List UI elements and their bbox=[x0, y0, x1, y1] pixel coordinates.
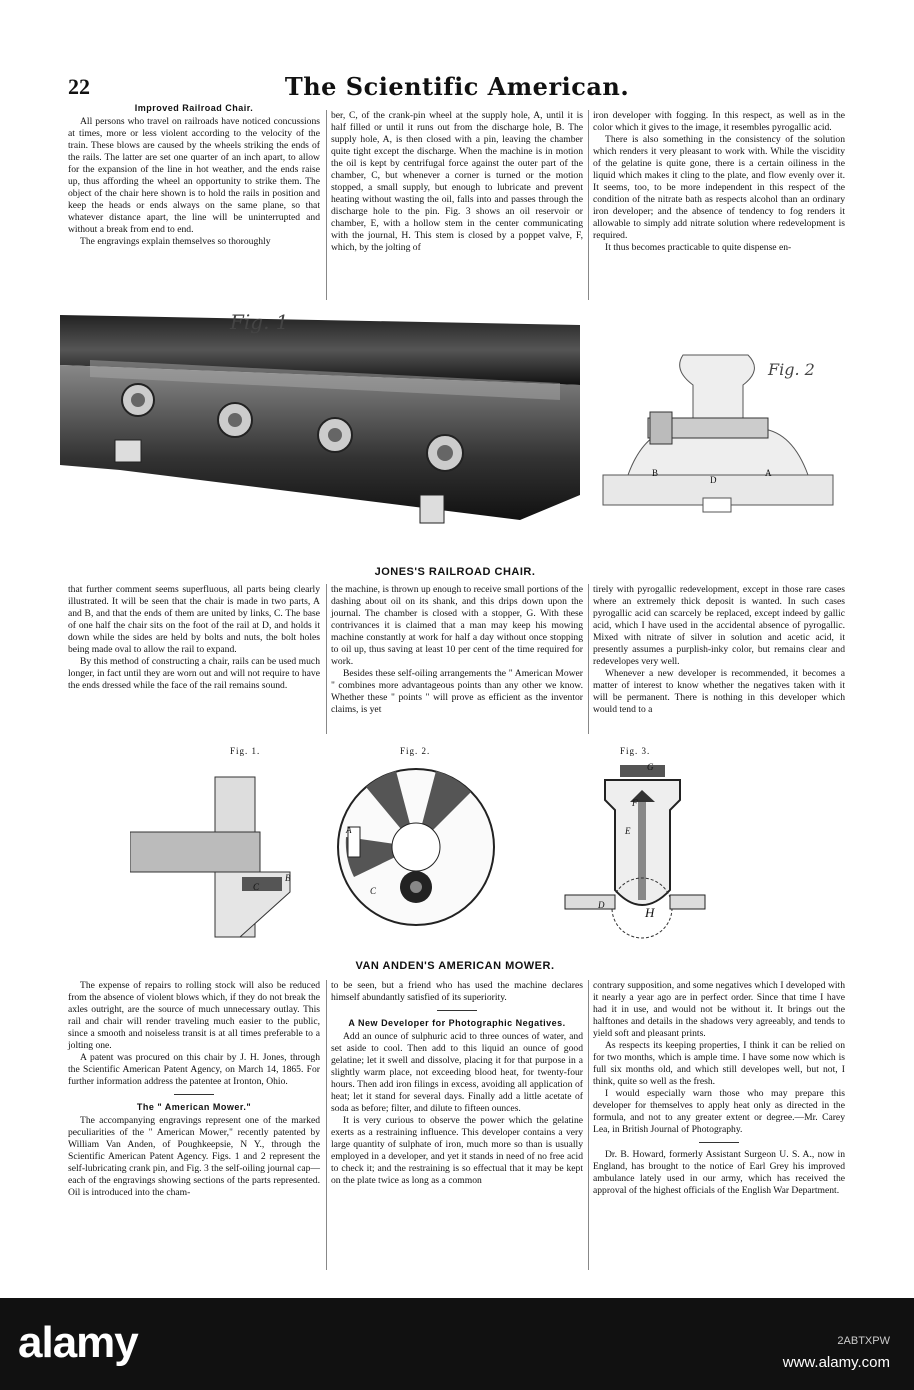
column-1-top bbox=[68, 100, 320, 248]
paragraph: The accompanying engravings represent one of the marked peculiarities of the " American Mower," recently patented by William Van Anden, of Poughkeepsie, N Y., through the Scientific American Patent Agency. Figs. 1 and 2 represent the self-lubricating crank pin, and Fig. 3 the self-oiling journal cap—each of the engravings showing sections of the parts represented. Oil is introduced into the cham- bbox=[68, 1115, 320, 1198]
fig-2-letter-d: D bbox=[710, 475, 718, 485]
column-2-mid bbox=[331, 584, 583, 716]
column-2-bottom bbox=[331, 980, 583, 1187]
paragraph: The engravings explain themselves so thoroughly bbox=[80, 236, 271, 247]
column-rule bbox=[326, 980, 327, 1270]
paragraph: As respects its keeping properties, I think it can be relied on for two months, which is ample time. I have some now which is full six months old, and which still developes well, but not, I think, quite so well as the fresh. bbox=[593, 1040, 845, 1087]
article-heading-photographic-developer: A New Developer for Photographic Negatives. bbox=[348, 1018, 566, 1028]
mower-fig-3-letter-g: G bbox=[647, 762, 655, 772]
paragraph: A patent was procured on this chair by J. H. Jones, through the Scientific American Patent Agency, on March 14, 1865. For further information address the patentee at Ironton, Ohio. bbox=[68, 1052, 320, 1087]
mower-fig-1-letter-c: C bbox=[253, 882, 261, 892]
column-rule bbox=[326, 110, 327, 300]
fig-2-label: Fig. 2 bbox=[768, 360, 815, 379]
mower-fig-3-letter-f: F bbox=[632, 798, 639, 808]
crank-wheel-section bbox=[336, 757, 496, 937]
paragraph: that further comment seems superfluous, all parts being clearly illustrated. It will be seen that the chair is made in two parts, A and B, and that the ends of them are united by links, C. The base of one half the chair sits on the foot of the rail at D, and holds it down while the sides are held by bolts and nuts, the bolt holes being made oval to allow the rail to expand. bbox=[68, 584, 320, 655]
paragraph: tirely with pyrogallic redevelopment, except in those rare cases where an extremely thick deposit is wanted. In such cases pyrogallic acid can scarcely be replaced, except indeed by gallic acid, which I have used in the accidental absence of pyrogallic. Mixed with nitrate of silver in solution and acetic acid, it presently assumes a purplish-inky color, but remains clear and redevelopes very well. bbox=[593, 584, 845, 667]
column-rule bbox=[326, 584, 327, 734]
watermark-url: www.alamy.com bbox=[782, 1354, 890, 1371]
paragraph: It is very curious to observe the power which the gelatine exerts as a restraining influence. This developer contains a very large quantity of sulphate of iron, much more so than is usually employed in a developer, and yet it stands in need of no free acid to check it; and the restraining is so effectual that it may be kept on the plate twice as long as a common bbox=[331, 1115, 583, 1186]
column-rule bbox=[588, 110, 589, 300]
fig-2-letter-b: B bbox=[652, 468, 660, 478]
column-2-top bbox=[331, 110, 583, 254]
column-rule bbox=[588, 584, 589, 734]
watermark-image-code: 2ABTXPW bbox=[837, 1335, 890, 1347]
caption-american-mower: VAN ANDEN'S AMERICAN MOWER. bbox=[355, 960, 555, 972]
paragraph: Add an ounce of sulphuric acid to three ounces of water, and set aside to cool. Then add to this liquid an ounce of good gelatine; let it swell and dissolve, placing it for that purpose in a slightly warm place, not exceeding blood heat, for twenty-four hours. Then add iron filings in excess, avoiding all application of heat; let it stand for several days. Finally add a little acetate of soda as before; filter, and dilute to fifteen ounces. bbox=[331, 1031, 583, 1114]
column-3-mid bbox=[593, 584, 845, 716]
paragraph: I would especially warn those who may prepare this developer for themselves to apply heat only as directed in the formula, and not to any greater extent or degree.—Mr. Carey Lea, in British Journal of Photography. bbox=[593, 1088, 845, 1135]
paragraph: ber, C, of the crank-pin wheel at the supply hole, A, until it is half filled or until it runs out from the discharge hole, B. The supply hole, A, is then closed with a pin, leaving the chamber quite tight except the discharge. When the machine is in motion the oil is kept by centrifugal force against the outer part of the chamber, C, but whenever a corner is turned or the motion stopped, a small supply, but enough to lubricate and prevent heating without wasting the oil, falls into and passes through the discharge hole to the pin. Fig. 3 shows an oil reservoir or chamber, E, with a hollow stem in the center communicating with the journal, H. This stem is closed by a poppet valve, F, which, by the jolting of bbox=[331, 110, 583, 253]
column-1-mid bbox=[68, 584, 320, 692]
watermark-brand: alamy bbox=[18, 1318, 138, 1367]
section-divider bbox=[437, 1010, 477, 1011]
mower-fig-3-letter-h: H bbox=[645, 905, 656, 920]
mower-fig-1-label: Fig. 1. bbox=[230, 746, 261, 756]
column-1-bottom bbox=[68, 980, 320, 1199]
mower-fig-2-letter-c: C bbox=[370, 886, 378, 896]
mower-fig-2-label: Fig. 2. bbox=[400, 746, 431, 756]
masthead: The Scientific American. bbox=[284, 72, 630, 101]
section-divider bbox=[174, 1094, 214, 1095]
fig-2-letter-a: A bbox=[765, 468, 773, 478]
crank-pin-section bbox=[130, 762, 320, 947]
column-rule bbox=[588, 980, 589, 1270]
paragraph: iron developer with fogging. In this respect, as well as in the color which it gives to the image, it resembles pyrogallic acid. bbox=[593, 110, 845, 133]
article-heading-american-mower: The " American Mower." bbox=[136, 1102, 252, 1112]
paragraph: the machine, is thrown up enough to receive small portions of the dashing about oil on its shank, and this drips down upon the journal. The chamber is closed with a stopper, G. With these contrivances it is claimed that a man may keep his mowing machine constantly at work for half a day without once stopping to oil up, thus saving at least 10 per cent of the time required for work. bbox=[331, 584, 583, 667]
paragraph: Besides these self-oiling arrangements the " American Mower " combines more advantageous points than any other we know. Whether these " points " will prove as efficient as the inventor claims, is yet bbox=[331, 668, 583, 715]
caption-railroad-chair: JONES'S RAILROAD CHAIR. bbox=[374, 566, 536, 578]
paragraph: to be seen, but a friend who has used the machine declares himself abundantly satisfied of its superiority. bbox=[331, 980, 583, 1003]
paragraph: By this method of constructing a chair, rails can be used much longer, in fact until they are worn out and will not require to have the ends dressed while the face of the rail remains sound. bbox=[68, 656, 320, 691]
mower-fig-3-label: Fig. 3. bbox=[620, 746, 651, 756]
mower-fig-3-letter-e: E bbox=[625, 826, 632, 836]
paragraph: Whenever a new developer is recommended, it becomes a matter of interest to know whether the negatives taken with it will be permanent. There is nothing in this developer which would tend to a bbox=[593, 668, 845, 715]
paragraph: It thus becomes practicable to quite dispense en- bbox=[605, 242, 792, 253]
paragraph: Dr. B. Howard, formerly Assistant Surgeon U. S. A., now in England, has brought to the notice of Earl Grey his improved ambulance lately used in our army, which has received the approval of the highest officials of the English War Department. bbox=[593, 1149, 845, 1196]
column-3-top bbox=[593, 110, 845, 254]
paragraph: All persons who travel on railroads have noticed concussions at times, more or less violent according to the velocity of the train. These blows are caused by the wheels striking the ends of the rails. The latter are set one quarter of an inch apart, to allow for the expansion of the line in hot weather, and the ends raise up, thus affording the wheel an opportunity to strike them. The object of the chair here shown is to hold the rails in position and keep the heads or ends always on the same plane, so that whatever distance apart, the line will be uninterrupted and without a break from end to end. bbox=[68, 116, 320, 235]
paragraph: contrary supposition, and some negatives which I developed with it nearly a year ago are in perfect order. Since that time I have had it in use, and would not be without it. It brings out the halftones and details in the shadows very agreeably, and tends to yield soft and pleasant prints. bbox=[593, 980, 845, 1039]
paragraph: There is also something in the consistency of the solution which renders it very pleasant to work with. While the viscidity of the gelatine is quite gone, there is a certain oiliness in the liquid which makes it cling to the plate, and flow evenly over it. It seems, too, to be more independent in this respect of the condition of the nitrate bath as respects alcohol than an ordinary iron developer; and the absence of tendency to fog renders it allowable to simply add nitrate solution where redevelopment is required. bbox=[593, 134, 845, 241]
mower-fig-2-letter-a: A bbox=[346, 825, 353, 835]
oil-reservoir-section bbox=[560, 760, 710, 940]
fig-1-label: Fig. 1 bbox=[230, 310, 289, 334]
article-heading-railroad-chair: Improved Railroad Chair. bbox=[134, 103, 254, 113]
mower-fig-1-letter-b: B bbox=[285, 873, 292, 883]
railroad-chair-engraving bbox=[60, 305, 590, 540]
column-3-bottom bbox=[593, 980, 845, 1197]
page-number: 22 bbox=[68, 74, 90, 99]
section-divider bbox=[699, 1142, 739, 1143]
paragraph: The expense of repairs to rolling stock will also be reduced from the absence of violent blows which, if they do not break the axles outright, are the source of much unnecessary outlay. This rail and chair will render traveling much easier to the public, since a smooth and noiseless transit is at all times preferable to a jolting one. bbox=[68, 980, 320, 1051]
mower-fig-3-letter-d: D bbox=[598, 900, 606, 910]
